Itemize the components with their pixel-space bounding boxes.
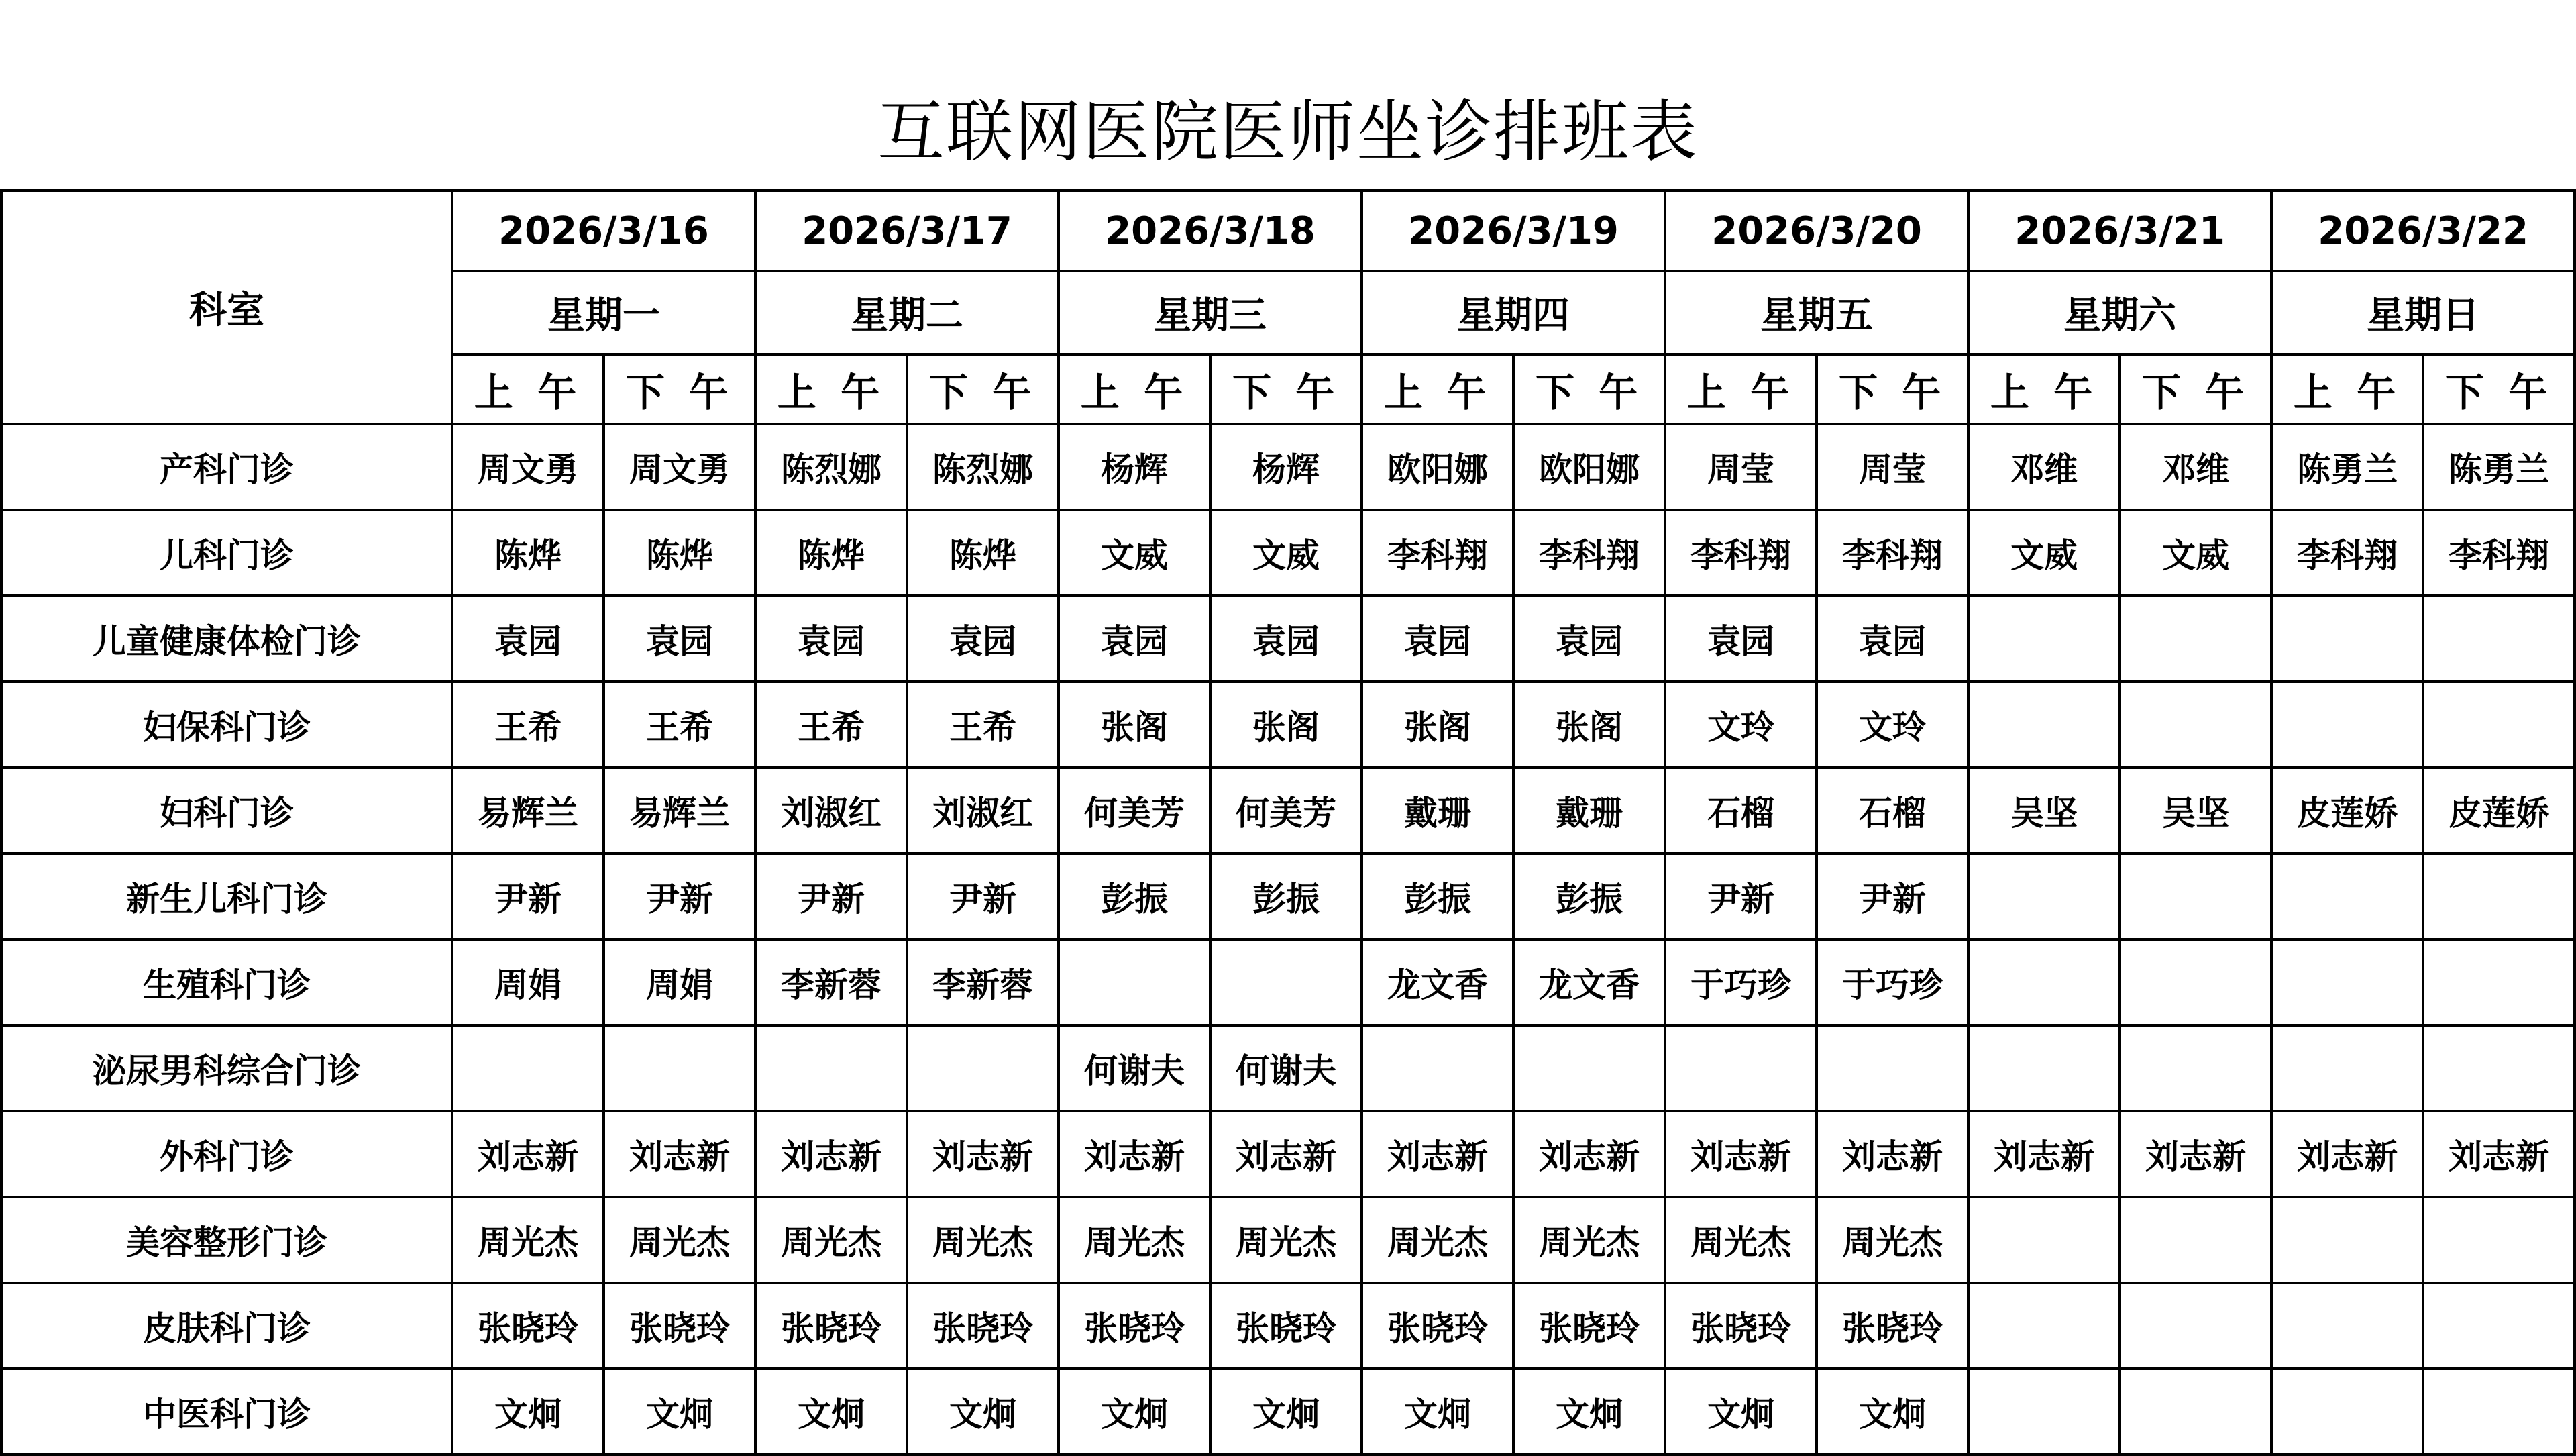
am-doctor-cell: 刘淑红 [755,768,907,853]
am-doctor-cell: 袁园 [452,596,604,682]
am-doctor-cell [1665,1025,1817,1111]
pm-doctor-cell [907,1025,1059,1111]
pm-doctor-cell: 袁园 [604,596,755,682]
pm-doctor-cell [604,1025,755,1111]
am-doctor-cell [1968,1197,2120,1283]
page-title: 互联网医院医师坐诊排班表 [877,93,1699,171]
pm-doctor-cell [1513,1025,1665,1111]
pm-doctor-cell: 李科翔 [1817,510,1968,596]
pm-doctor-cell: 刘淑红 [907,768,1059,853]
date-header-row [1,191,2575,271]
pm-doctor-cell: 刘志新 [1210,1111,1362,1197]
am-doctor-cell [2271,1283,2423,1369]
pm-doctor-cell: 石榴 [1817,768,1968,853]
am-doctor-cell: 陈烈娜 [755,424,907,510]
am-doctor-cell: 文炯 [452,1369,604,1455]
am-doctor-cell: 周光杰 [1059,1197,1210,1283]
am-doctor-cell: 何美芳 [1059,768,1210,853]
pm-doctor-cell: 易辉兰 [604,768,755,853]
pm-doctor-cell [2423,1283,2575,1369]
pm-doctor-cell: 王希 [604,682,755,768]
am-doctor-cell: 刘志新 [1665,1111,1817,1197]
pm-doctor-cell [2120,1197,2271,1283]
pm-doctor-cell: 袁园 [1210,596,1362,682]
am-doctor-cell [1968,939,2120,1025]
am-doctor-cell: 王希 [452,682,604,768]
am-doctor-cell: 文炯 [755,1369,907,1455]
date-header: 2026/3/21 [1968,191,2271,271]
am-doctor-cell: 龙文香 [1362,939,1513,1025]
weekday-header: 星期五 [1665,271,1968,354]
date-header: 2026/3/16 [452,191,755,271]
table-row [1,510,2575,596]
am-doctor-cell: 李科翔 [2271,510,2423,596]
department-column-header: 科室 [1,191,452,424]
am-doctor-cell [2271,939,2423,1025]
am-doctor-cell [2271,596,2423,682]
am-doctor-cell: 尹新 [452,853,604,939]
weekday-header: 星期四 [1362,271,1665,354]
am-doctor-cell: 文玲 [1665,682,1817,768]
department-name: 美容整形门诊 [1,1197,452,1283]
am-doctor-cell: 袁园 [1665,596,1817,682]
date-header: 2026/3/20 [1665,191,1968,271]
pm-doctor-cell: 于巧珍 [1817,939,1968,1025]
am-doctor-cell [1968,1025,2120,1111]
pm-doctor-cell [2120,1369,2271,1455]
pm-doctor-cell: 袁园 [1513,596,1665,682]
department-name: 皮肤科门诊 [1,1283,452,1369]
pm-doctor-cell: 张晓玲 [907,1283,1059,1369]
department-name: 产科门诊 [1,424,452,510]
am-header: 上 午 [2271,354,2423,424]
department-name: 外科门诊 [1,1111,452,1197]
am-doctor-cell [2271,853,2423,939]
department-name: 妇科门诊 [1,768,452,853]
pm-doctor-cell: 周光杰 [604,1197,755,1283]
pm-doctor-cell: 文炯 [1513,1369,1665,1455]
am-doctor-cell: 陈烨 [755,510,907,596]
pm-doctor-cell: 周光杰 [1210,1197,1362,1283]
pm-doctor-cell: 刘志新 [604,1111,755,1197]
am-doctor-cell: 文威 [1059,510,1210,596]
am-doctor-cell: 陈勇兰 [2271,424,2423,510]
am-doctor-cell: 周光杰 [452,1197,604,1283]
am-doctor-cell: 彭振 [1059,853,1210,939]
am-doctor-cell: 于巧珍 [1665,939,1817,1025]
am-doctor-cell: 尹新 [755,853,907,939]
am-doctor-cell [1968,1369,2120,1455]
department-name: 儿科门诊 [1,510,452,596]
pm-doctor-cell: 张阁 [1513,682,1665,768]
pm-doctor-cell: 张晓玲 [604,1283,755,1369]
pm-doctor-cell: 张晓玲 [1513,1283,1665,1369]
pm-header: 下 午 [1817,354,1968,424]
am-doctor-cell: 邓维 [1968,424,2120,510]
pm-doctor-cell: 刘志新 [2120,1111,2271,1197]
am-doctor-cell: 易辉兰 [452,768,604,853]
am-doctor-cell: 周文勇 [452,424,604,510]
am-doctor-cell: 刘志新 [1968,1111,2120,1197]
weekday-header: 星期六 [1968,271,2271,354]
am-doctor-cell: 吴坚 [1968,768,2120,853]
am-doctor-cell: 石榴 [1665,768,1817,853]
pm-doctor-cell: 陈烨 [907,510,1059,596]
pm-doctor-cell: 袁园 [1817,596,1968,682]
pm-doctor-cell: 尹新 [1817,853,1968,939]
date-header: 2026/3/18 [1059,191,1362,271]
am-doctor-cell: 戴珊 [1362,768,1513,853]
pm-doctor-cell: 尹新 [604,853,755,939]
am-header: 上 午 [1362,354,1513,424]
am-doctor-cell [1059,939,1210,1025]
am-doctor-cell [2271,1197,2423,1283]
am-doctor-cell: 刘志新 [1362,1111,1513,1197]
pm-doctor-cell [2120,1025,2271,1111]
table-row [1,424,2575,510]
pm-doctor-cell: 陈烨 [604,510,755,596]
pm-doctor-cell: 李新蓉 [907,939,1059,1025]
am-doctor-cell [1968,682,2120,768]
table-row [1,768,2575,853]
am-doctor-cell: 周莹 [1665,424,1817,510]
am-doctor-cell: 陈烨 [452,510,604,596]
am-doctor-cell: 文炯 [1362,1369,1513,1455]
pm-header: 下 午 [907,354,1059,424]
table-row [1,1369,2575,1455]
am-doctor-cell: 周光杰 [1665,1197,1817,1283]
department-name: 妇保科门诊 [1,682,452,768]
pm-doctor-cell [2423,682,2575,768]
pm-doctor-cell [2423,1025,2575,1111]
am-doctor-cell: 刘志新 [755,1111,907,1197]
am-doctor-cell: 文炯 [1665,1369,1817,1455]
pm-doctor-cell: 周光杰 [1513,1197,1665,1283]
pm-header: 下 午 [1210,354,1362,424]
pm-doctor-cell: 尹新 [907,853,1059,939]
am-doctor-cell: 皮莲娇 [2271,768,2423,853]
am-doctor-cell [1968,596,2120,682]
pm-header: 下 午 [2120,354,2271,424]
am-doctor-cell: 尹新 [1665,853,1817,939]
am-doctor-cell [1968,853,2120,939]
am-doctor-cell: 刘志新 [452,1111,604,1197]
table-row [1,1025,2575,1111]
pm-doctor-cell: 文炯 [907,1369,1059,1455]
pm-doctor-cell: 周莹 [1817,424,1968,510]
pm-doctor-cell: 何谢夫 [1210,1025,1362,1111]
am-doctor-cell: 张阁 [1362,682,1513,768]
pm-doctor-cell: 张晓玲 [1817,1283,1968,1369]
department-name: 中医科门诊 [1,1369,452,1455]
am-doctor-cell [755,1025,907,1111]
pm-doctor-cell: 文炯 [1817,1369,1968,1455]
am-doctor-cell: 文威 [1968,510,2120,596]
am-doctor-cell: 周娟 [452,939,604,1025]
pm-doctor-cell [2423,939,2575,1025]
am-doctor-cell: 袁园 [1059,596,1210,682]
pm-doctor-cell [2423,1369,2575,1455]
pm-doctor-cell [2423,853,2575,939]
pm-doctor-cell: 欧阳娜 [1513,424,1665,510]
am-doctor-cell: 周光杰 [1362,1197,1513,1283]
pm-doctor-cell [2120,596,2271,682]
pm-doctor-cell: 吴坚 [2120,768,2271,853]
pm-doctor-cell: 龙文香 [1513,939,1665,1025]
pm-doctor-cell [2423,1197,2575,1283]
weekday-header: 星期一 [452,271,755,354]
pm-doctor-cell: 文威 [1210,510,1362,596]
am-doctor-cell: 周光杰 [755,1197,907,1283]
am-doctor-cell: 袁园 [1362,596,1513,682]
am-doctor-cell [1362,1025,1513,1111]
pm-doctor-cell: 戴珊 [1513,768,1665,853]
table-row [1,596,2575,682]
am-header: 上 午 [1059,354,1210,424]
date-header: 2026/3/17 [755,191,1059,271]
am-doctor-cell: 张阁 [1059,682,1210,768]
am-doctor-cell: 王希 [755,682,907,768]
pm-doctor-cell [2120,939,2271,1025]
pm-doctor-cell: 皮莲娇 [2423,768,2575,853]
pm-doctor-cell: 邓维 [2120,424,2271,510]
pm-doctor-cell: 刘志新 [907,1111,1059,1197]
weekday-header: 星期日 [2271,271,2575,354]
date-header: 2026/3/19 [1362,191,1665,271]
weekday-header: 星期二 [755,271,1059,354]
am-doctor-cell: 张晓玲 [1362,1283,1513,1369]
am-doctor-cell [452,1025,604,1111]
table-row [1,853,2575,939]
am-header: 上 午 [1968,354,2120,424]
am-doctor-cell: 张晓玲 [755,1283,907,1369]
am-doctor-cell: 刘志新 [1059,1111,1210,1197]
table-row [1,682,2575,768]
am-doctor-cell: 欧阳娜 [1362,424,1513,510]
department-name: 新生儿科门诊 [1,853,452,939]
pm-doctor-cell: 袁园 [907,596,1059,682]
pm-doctor-cell [2120,853,2271,939]
pm-doctor-cell: 李科翔 [2423,510,2575,596]
pm-doctor-cell: 周娟 [604,939,755,1025]
pm-doctor-cell: 杨辉 [1210,424,1362,510]
pm-doctor-cell: 文威 [2120,510,2271,596]
pm-doctor-cell [1210,939,1362,1025]
pm-doctor-cell: 彭振 [1513,853,1665,939]
am-doctor-cell: 张晓玲 [1665,1283,1817,1369]
pm-header: 下 午 [604,354,755,424]
pm-doctor-cell: 彭振 [1210,853,1362,939]
schedule-body [1,424,2575,1455]
weekday-header: 星期三 [1059,271,1362,354]
am-doctor-cell: 何谢夫 [1059,1025,1210,1111]
am-doctor-cell: 张晓玲 [1059,1283,1210,1369]
pm-doctor-cell: 周文勇 [604,424,755,510]
pm-doctor-cell: 刘志新 [1513,1111,1665,1197]
pm-doctor-cell: 文炯 [604,1369,755,1455]
am-doctor-cell [2271,682,2423,768]
am-header: 上 午 [1665,354,1817,424]
table-row [1,1111,2575,1197]
date-header: 2026/3/22 [2271,191,2575,271]
am-doctor-cell [1968,1283,2120,1369]
am-doctor-cell: 袁园 [755,596,907,682]
am-header: 上 午 [452,354,604,424]
am-doctor-cell: 杨辉 [1059,424,1210,510]
table-row [1,939,2575,1025]
table-row [1,1283,2575,1369]
pm-doctor-cell [2120,682,2271,768]
pm-doctor-cell: 陈烈娜 [907,424,1059,510]
am-doctor-cell: 李科翔 [1362,510,1513,596]
pm-doctor-cell: 张晓玲 [1210,1283,1362,1369]
am-doctor-cell: 彭振 [1362,853,1513,939]
pm-doctor-cell [1817,1025,1968,1111]
pm-doctor-cell: 刘志新 [1817,1111,1968,1197]
pm-doctor-cell: 王希 [907,682,1059,768]
am-doctor-cell: 刘志新 [2271,1111,2423,1197]
am-doctor-cell: 文炯 [1059,1369,1210,1455]
am-doctor-cell: 李新蓉 [755,939,907,1025]
pm-header: 下 午 [2423,354,2575,424]
pm-doctor-cell: 周光杰 [907,1197,1059,1283]
pm-doctor-cell: 何美芳 [1210,768,1362,853]
am-doctor-cell: 李科翔 [1665,510,1817,596]
pm-doctor-cell [2120,1283,2271,1369]
department-name: 儿童健康体检门诊 [1,596,452,682]
pm-doctor-cell: 文玲 [1817,682,1968,768]
pm-doctor-cell: 李科翔 [1513,510,1665,596]
pm-doctor-cell [2423,596,2575,682]
am-doctor-cell [2271,1025,2423,1111]
pm-header: 下 午 [1513,354,1665,424]
schedule-table [0,189,2576,1456]
table-row [1,1197,2575,1283]
am-header: 上 午 [755,354,907,424]
pm-doctor-cell: 陈勇兰 [2423,424,2575,510]
pm-doctor-cell: 刘志新 [2423,1111,2575,1197]
pm-doctor-cell: 文炯 [1210,1369,1362,1455]
department-name: 生殖科门诊 [1,939,452,1025]
department-name: 泌尿男科综合门诊 [1,1025,452,1111]
am-doctor-cell: 张晓玲 [452,1283,604,1369]
pm-doctor-cell: 周光杰 [1817,1197,1968,1283]
pm-doctor-cell: 张阁 [1210,682,1362,768]
am-doctor-cell [2271,1369,2423,1455]
